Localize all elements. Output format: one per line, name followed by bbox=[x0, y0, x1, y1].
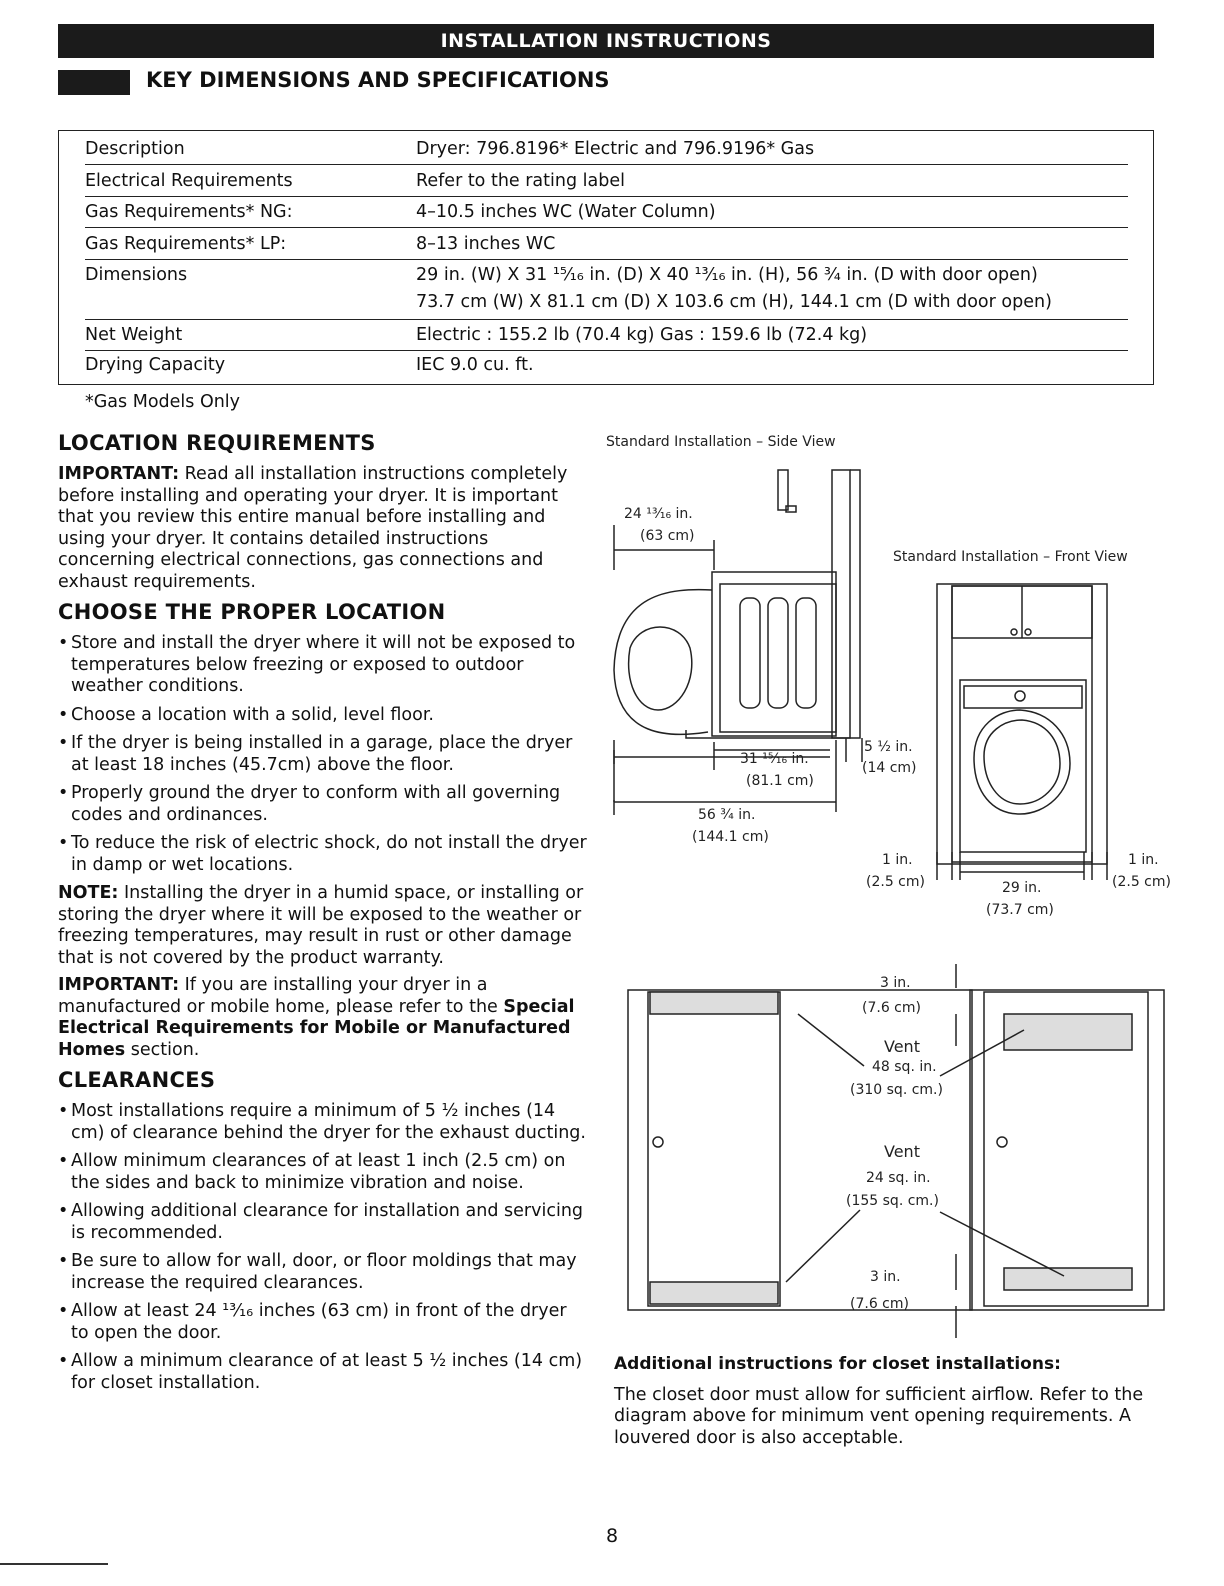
left-column bbox=[58, 430, 588, 1401]
list-item: • To reduce the risk of electric shock, do not install the dryer in damp or wet locations. bbox=[58, 833, 588, 876]
list-item: • If the dryer is being installed in a garage, place the dryer at least 18 inches (45.7cm) above the floor. bbox=[58, 733, 588, 776]
bottom-gap-in: 3 in. bbox=[870, 1269, 901, 1285]
depth-in: 31 ¹⁵⁄₁₆ in. bbox=[740, 751, 809, 767]
spec-label: Gas Requirements* LP: bbox=[85, 234, 287, 254]
spec-row bbox=[85, 355, 1128, 381]
spec-value-metric: 73.7 cm (W) X 81.1 cm (D) X 103.6 cm (H), 144.1 cm (D with door open) bbox=[416, 292, 1052, 312]
location-paragraph: IMPORTANT: Read all installation instructions completely before installing and operating your dryer. It is important that you review this entire manual before installing and using your dryer. It contains detailed instructions concerning electrical connections, gas connections and exhaust requirements. bbox=[58, 464, 568, 592]
spec-row bbox=[85, 323, 1128, 351]
installation-diagrams bbox=[590, 420, 1190, 1340]
spec-row bbox=[85, 265, 1128, 320]
front-view-title: Standard Installation – Front View bbox=[893, 549, 1128, 565]
page-number: 8 bbox=[605, 1525, 619, 1547]
spec-value: Electric : 155.2 lb (70.4 kg) Gas : 159.6 lb (72.4 kg) bbox=[416, 325, 868, 345]
list-item: • Store and install the dryer where it will not be exposed to temperatures below freezing or exposed to outdoor weather conditions. bbox=[58, 633, 588, 698]
side-left-cm: (2.5 cm) bbox=[866, 874, 925, 890]
vent-top-area-cm: (310 sq. cm.) bbox=[850, 1082, 943, 1098]
door-open-depth-in: 56 ¾ in. bbox=[698, 807, 756, 823]
list-item: • Allow minimum clearances of at least 1 inch (2.5 cm) on the sides and back to minimize vibration and noise. bbox=[58, 1151, 588, 1194]
spec-value: 29 in. (W) X 31 ¹⁵⁄₁₆ in. (D) X 40 ¹³⁄₁₆ in. (H), 56 ¾ in. (D with door open) bbox=[416, 265, 1038, 285]
spec-row bbox=[85, 234, 1128, 260]
spec-label: Gas Requirements* NG: bbox=[85, 202, 293, 222]
choose-heading: CHOOSE THE PROPER LOCATION bbox=[58, 600, 446, 624]
vent-bottom-area: 24 sq. in. bbox=[866, 1170, 931, 1186]
side-view-title: Standard Installation – Side View bbox=[606, 434, 836, 450]
side-right-cm: (2.5 cm) bbox=[1112, 874, 1171, 890]
closet-text: The closet door must allow for sufficient airflow. Refer to the diagram above for minimum vent opening requirements. A louvered door is also acceptable. bbox=[614, 1384, 1144, 1448]
clearances-list bbox=[58, 1101, 588, 1394]
spec-value: Dryer: 796.8196* Electric and 796.9196* Gas bbox=[416, 139, 815, 159]
clearances-heading: CLEARANCES bbox=[58, 1068, 216, 1092]
spec-label: Description bbox=[85, 139, 185, 159]
back-clearance-in: 5 ½ in. bbox=[864, 739, 913, 755]
mobile-home-paragraph: IMPORTANT: If you are installing your dryer in a manufactured or mobile home, please refer to the Special Electrical Requirements for Mobile or Manufactured Homes section. bbox=[58, 975, 575, 1060]
spec-label: Drying Capacity bbox=[85, 355, 226, 375]
spec-label: Electrical Requirements bbox=[85, 171, 293, 191]
section-title: KEY DIMENSIONS AND SPECIFICATIONS bbox=[146, 68, 610, 92]
spec-value: IEC 9.0 cu. ft. bbox=[416, 355, 534, 375]
spec-row bbox=[85, 171, 1128, 197]
width-cm: (73.7 cm) bbox=[986, 902, 1054, 918]
header-banner: INSTALLATION INSTRUCTIONS bbox=[58, 24, 1154, 58]
spec-value: Refer to the rating label bbox=[416, 171, 625, 191]
vent-bottom-label: Vent bbox=[884, 1142, 920, 1161]
vent-top-area: 48 sq. in. bbox=[872, 1059, 937, 1075]
spec-row bbox=[85, 139, 1128, 165]
list-item: • Properly ground the dryer to conform with all governing codes and ordinances. bbox=[58, 783, 588, 826]
closet-heading: Additional instructions for closet installations: bbox=[614, 1354, 1061, 1374]
spec-label: Dimensions bbox=[85, 265, 188, 285]
width-in: 29 in. bbox=[1002, 880, 1042, 896]
top-gap-in: 3 in. bbox=[880, 975, 911, 991]
location-heading: LOCATION REQUIREMENTS bbox=[58, 431, 376, 455]
list-item: • Allow at least 24 ¹³⁄₁₆ inches (63 cm) in front of the dryer to open the door. bbox=[58, 1301, 588, 1344]
spec-value: 4–10.5 inches WC (Water Column) bbox=[416, 202, 716, 222]
list-item: • Allowing additional clearance for installation and servicing is recommended. bbox=[58, 1201, 588, 1244]
spec-label: Net Weight bbox=[85, 325, 183, 345]
section-reference: Special Electrical Requirements for Mobile or Manufactured Homes bbox=[58, 996, 575, 1060]
spec-value: 8–13 inches WC bbox=[416, 234, 556, 254]
closet-instructions bbox=[614, 1354, 1174, 1449]
vent-top-label: Vent bbox=[884, 1037, 920, 1056]
vent-bottom-area-cm: (155 sq. cm.) bbox=[846, 1193, 939, 1209]
spec-table bbox=[58, 130, 1154, 385]
top-gap-cm: (7.6 cm) bbox=[862, 1000, 921, 1016]
gas-models-note: *Gas Models Only bbox=[85, 392, 241, 412]
spec-row bbox=[85, 202, 1128, 228]
list-item: • Allow a minimum clearance of at least 5 ½ inches (14 cm) for closet installation. bbox=[58, 1351, 588, 1394]
door-clearance-cm: (63 cm) bbox=[640, 528, 695, 544]
list-item: • Most installations require a minimum of 5 ½ inches (14 cm) of clearance behind the dryer for the exhaust ducting. bbox=[58, 1101, 588, 1144]
choose-list bbox=[58, 633, 588, 876]
section-marker bbox=[58, 70, 130, 95]
door-open-depth-cm: (144.1 cm) bbox=[692, 829, 769, 845]
depth-cm: (81.1 cm) bbox=[746, 773, 814, 789]
list-item: • Be sure to allow for wall, door, or floor moldings that may increase the required clearances. bbox=[58, 1251, 588, 1294]
bottom-gap-cm: (7.6 cm) bbox=[850, 1296, 909, 1312]
footer-rule bbox=[0, 1563, 108, 1565]
side-right-in: 1 in. bbox=[1128, 852, 1159, 868]
side-left-in: 1 in. bbox=[882, 852, 913, 868]
list-item: • Choose a location with a solid, level floor. bbox=[58, 705, 588, 727]
back-clearance-cm: (14 cm) bbox=[862, 760, 917, 776]
note-paragraph: NOTE: Installing the dryer in a humid space, or installing or storing the dryer where it will be exposed to the weather or freezing temperatures, may result in rust or other damage that is not covered by the product warranty. bbox=[58, 883, 584, 968]
door-clearance-in: 24 ¹³⁄₁₆ in. bbox=[624, 506, 693, 522]
